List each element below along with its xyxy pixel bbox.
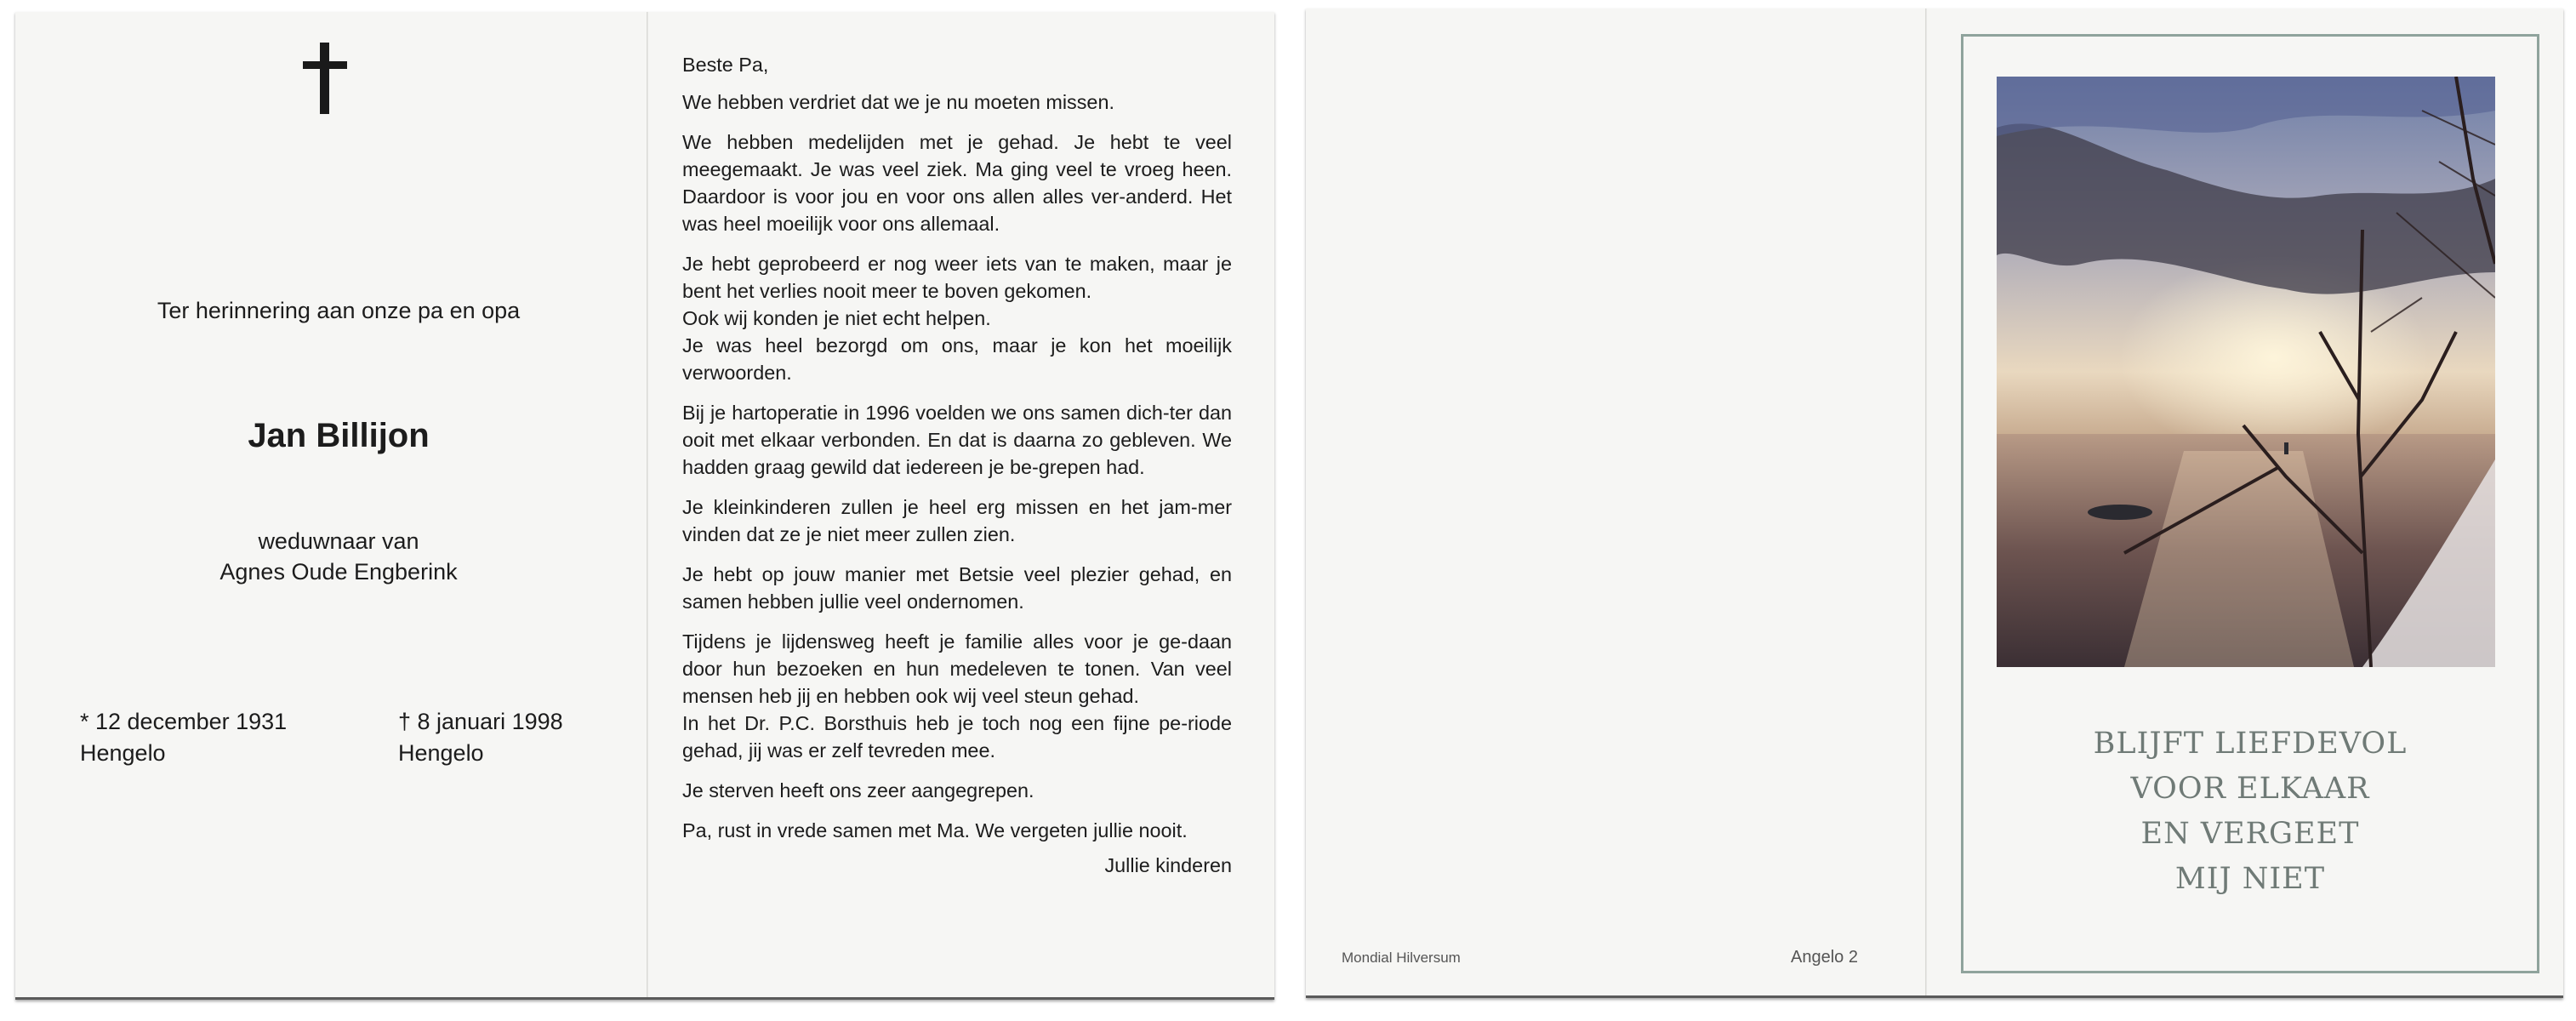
letter-paragraph: Je kleinkinderen zullen je heel erg missen en het jam-mer vinden dat ze je niet meer zullen zien. xyxy=(682,496,1232,545)
front-panel xyxy=(15,12,662,997)
letter-paragraph: Je hebt op jouw manier met Betsie veel plezier gehad, en samen hebben jullie veel ondernomen. xyxy=(682,563,1232,613)
intro-text: Ter herinnering aan onze pa en opa xyxy=(157,298,521,323)
letter-paragraph: We hebben verdriet dat we je nu moeten missen. xyxy=(682,91,1114,113)
model-text: Angelo 2 xyxy=(1791,948,1858,967)
widower-text xyxy=(15,526,662,587)
widower-line-2: Agnes Oude Engberink xyxy=(219,559,458,585)
letter-paragraph: Je sterven heeft ons zeer aangegrepen. xyxy=(682,779,1034,801)
memorial-card-inside xyxy=(15,12,1274,1000)
birth-info xyxy=(80,706,287,769)
publisher-text: Mondial Hilversum xyxy=(1342,950,1461,966)
birth-date: * 12 december 1931 xyxy=(80,709,288,734)
death-info xyxy=(398,706,563,769)
deceased-name: Jan Billijon xyxy=(248,417,430,454)
letter-signature: Jullie kinderen xyxy=(1104,854,1232,876)
memorial-card-outside xyxy=(1306,9,2563,998)
lake-sunset-photo xyxy=(1997,77,2495,667)
letter-paragraph: Tijdens je lijdensweg heeft je familie alles voor je ge-daan door hun bezoeken en hun medeleven te tonen. Van veel mensen heb jij en hebben ook wij veel steun gehad. In het Dr. P.C. Borsthuis heb je toch nog een fijne pe-riode gehad, jij was er zelf tevreden mee. xyxy=(682,630,1232,761)
card-fold xyxy=(1925,9,1927,995)
motto-line: VOOR ELKAAR xyxy=(2130,772,2370,806)
letter-greeting: Beste Pa, xyxy=(682,54,769,76)
letter-text xyxy=(682,51,1232,892)
letter-paragraph: Je hebt geprobeerd er nog weer iets van te maken, maar je bent het verlies nooit meer te boven gekomen. Ook wij konden je niet echt helpen. Je was heel bezorgd om ons, maar je kon het moeilijk verwoorden. xyxy=(682,253,1232,384)
motto-line: EN VERGEET xyxy=(2140,817,2360,851)
motto-text xyxy=(1961,722,2539,902)
cross-icon xyxy=(299,43,350,136)
motto-line: BLIJFT LIEFDEVOL xyxy=(2093,727,2408,761)
letter-paragraph: Pa, rust in vrede samen met Ma. We vergeten jullie nooit. xyxy=(682,819,1188,841)
birth-place: Hengelo xyxy=(80,740,166,766)
death-date: † 8 januari 1998 xyxy=(398,709,563,734)
letter-paragraph: We hebben medelijden met je gehad. Je hebt te veel meegemaakt. Je was veel ziek. Ma ging veel te vroeg heen. Daardoor is voor jou en voor ons allen alles ver-anderd. Het was heel moeilijk voor ons allemaal. xyxy=(682,131,1232,235)
back-panel xyxy=(1306,9,1927,995)
widower-line-1: weduwnaar van xyxy=(258,528,419,554)
letter-paragraph: Bij je hartoperatie in 1996 voelden we ons samen dich-ter dan ooit met elkaar verbonden. En dat is daarna zo gebleven. We hadden graag gewild dat iedereen je be-grepen had. xyxy=(682,402,1232,478)
card-fold xyxy=(647,12,648,997)
motto-line: MIJ NIET xyxy=(2174,862,2326,896)
death-place: Hengelo xyxy=(398,740,484,766)
